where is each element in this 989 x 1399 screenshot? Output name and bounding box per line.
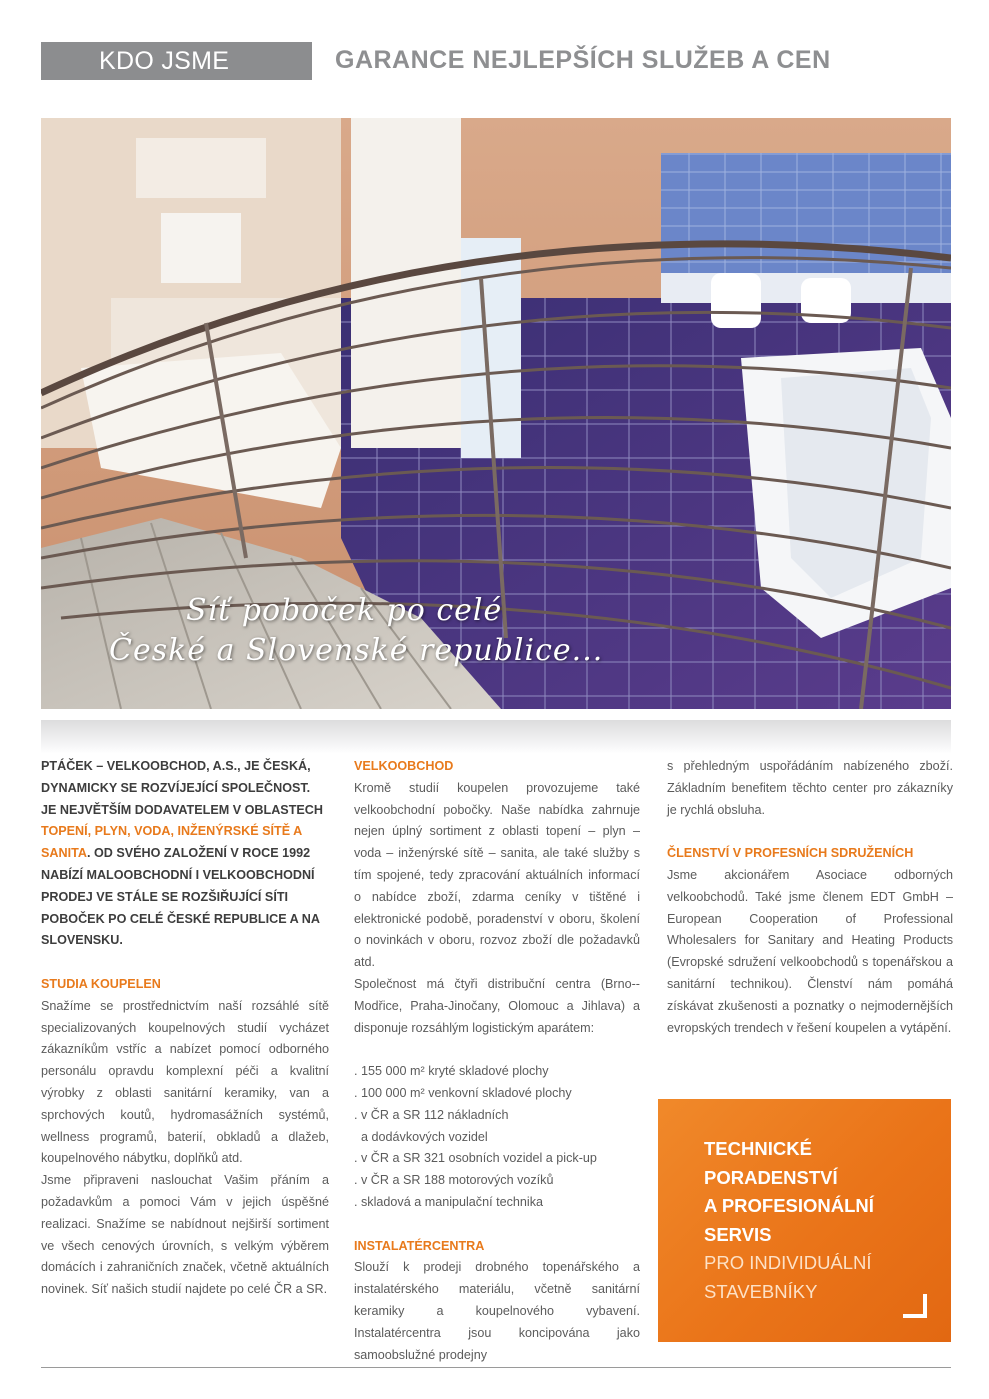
divider-band bbox=[41, 720, 951, 754]
list-item: . skladová a manipulační technika bbox=[354, 1194, 544, 1209]
list-item: . 100 000 m² venkovní skladové plochy bbox=[354, 1085, 572, 1100]
header-tab bbox=[41, 42, 312, 80]
header-tab-label: KDO JSME bbox=[99, 47, 230, 75]
intro-part1: PTÁČEK – VELKOOBCHOD, A.S., JE ČESKÁ, DYNAMICKY SE ROZVÍJEJÍCÍ SPOLEČNOST. JE NEJVĚTŠÍM DODAVATELEM V OBLASTECH bbox=[41, 759, 323, 817]
list-item: a dodávkových vozidel bbox=[361, 1129, 488, 1144]
promo-line: PRO INDIVIDUÁLNÍ bbox=[704, 1252, 872, 1274]
hero-caption-line2: České a Slovenské republice... bbox=[109, 633, 604, 668]
promo-line: PORADENSTVÍ bbox=[704, 1166, 838, 1188]
promo-line: A PROFESIONÁLNÍ bbox=[704, 1195, 874, 1217]
column-3 bbox=[667, 756, 953, 1039]
hero-caption-line1: Síť poboček po celé bbox=[186, 593, 503, 628]
velkoobchod-heading: VELKOOBCHOD bbox=[354, 759, 454, 773]
instalatercentra-paragraph: Slouží k prodeji drobného topenářského a instalatérského materiálu, včetně sanitární keramiky a koupelnového vybavení. Instalatércentra jsou koncipována jako samoobslužné prodejny bbox=[354, 1260, 640, 1362]
intro-highlight: TOPENÍ, PLYN, VODA, INŽENÝRSKÉ SÍTĚ A SANITA bbox=[41, 824, 302, 861]
clenstvi-heading: ČLENSTVÍ V PROFESNÍCH SDRUŽENÍCH bbox=[667, 846, 914, 861]
instalatercentra-heading: INSTALATÉRCENTRA bbox=[354, 1238, 485, 1253]
list-item: . v ČR a SR 321 osobních vozidel a pick-up bbox=[354, 1151, 597, 1166]
promo-box bbox=[658, 1099, 951, 1342]
velkoobchod-paragraph-1: Kromě studií koupelen provozujeme také velkoobchodní pobočky. Naše nabídka zahrnuje nejen úplný sortiment z oblasti topení – plyn – voda – inženýrské sítě – sanita, ale také služby s tím spojené, tedy zpracování aktuálních informací o nabídce zboží, zdarma ceníky v tištěné i elektronické podobě, poradenství v oboru, školení o novinkách v oboru, rozvoz zboží dle požadavků atd. bbox=[354, 780, 640, 970]
studia-paragraph-1: Snažíme se prostřednictvím naší rozsáhlé sítě specializovaných koupelnových studií vycházet zákazníkům vstříc a nabízet pomocí odborného personálu opravdu komplexní péči a kvalitní výrobky z oblasti sanitární keramiky, van a sprchových koutů, hydromasážních systémů, wellness programů, baterií, obkladů a dlažeb, koupelnového nábytku, doplňků atd. bbox=[41, 998, 329, 1166]
promo-line: SERVIS bbox=[704, 1223, 772, 1245]
clenstvi-paragraph: Jsme akcionářem Asociace odborných velkoobchodů. Také jsme členem EDT GmbH – European Cooperation of Professional Wholesalers for Sanitary and Heating Products (Evropské sdružení velkoobchodů s topenářskou a sanitární technikou). Členství nám pomáhá získávat zkušenosti a poznatky o nejmodernějších evropských trendech v řešení koupelen a vytápění. bbox=[667, 867, 953, 1035]
footer-divider bbox=[41, 1367, 951, 1368]
list-item: . 155 000 m² kryté skladové plochy bbox=[354, 1064, 549, 1079]
list-item: . v ČR a SR 112 nákladních bbox=[354, 1107, 509, 1122]
studia-paragraph-2: Jsme připraveni naslouchat Vašim přáním a požadavkům a pomoci Vám v jejich úspěšné realizaci. Snažíme se nabídnout nejširší sortiment ve všech cenových úrovních, s velkým výběrem domácích i zahraničních značek, včetně aktuálních novinek. Síť našich studií najdete po celé ČR a SR. bbox=[41, 1173, 329, 1297]
promo-text bbox=[704, 1135, 874, 1307]
velkoobchod-paragraph-2: Společnost má čtyři distribuční centra (Brno--Modřice, Praha-Jinočany, Olomouc a Jihlava) a disponuje rozsáhlým logistickým aparátem: bbox=[354, 976, 640, 1035]
intro-paragraph bbox=[41, 756, 329, 952]
page-title: GARANCE NEJLEPŠÍCH SLUŽEB A CEN bbox=[335, 46, 831, 74]
promo-line: STAVEBNÍKY bbox=[704, 1280, 818, 1302]
hero-image bbox=[41, 118, 951, 709]
column-2 bbox=[354, 756, 640, 1366]
studia-heading: STUDIA KOUPELEN bbox=[41, 976, 161, 991]
instalatercentra-paragraph-cont: s přehledným uspořádáním nabízeného zboží. Základním benefitem těchto center pro zákazníky je rychlá obsluha. bbox=[667, 759, 953, 817]
corner-bracket-icon bbox=[903, 1294, 927, 1318]
intro-part2: . OD SVÉHO ZALOŽENÍ V ROCE 1992 NABÍZÍ MALOOBCHODNÍ I VELKOOBCHODNÍ PRODEJ VE STÁLE SE ROZŠIŘUJÍCÍ SÍTI POBOČEK PO CELÉ ČESKÉ REPUBLICE A NA SLOVENSKU. bbox=[41, 846, 320, 948]
promo-line: TECHNICKÉ bbox=[704, 1138, 812, 1159]
column-1 bbox=[41, 756, 329, 1301]
list-item: . v ČR a SR 188 motorových vozíků bbox=[354, 1173, 554, 1188]
